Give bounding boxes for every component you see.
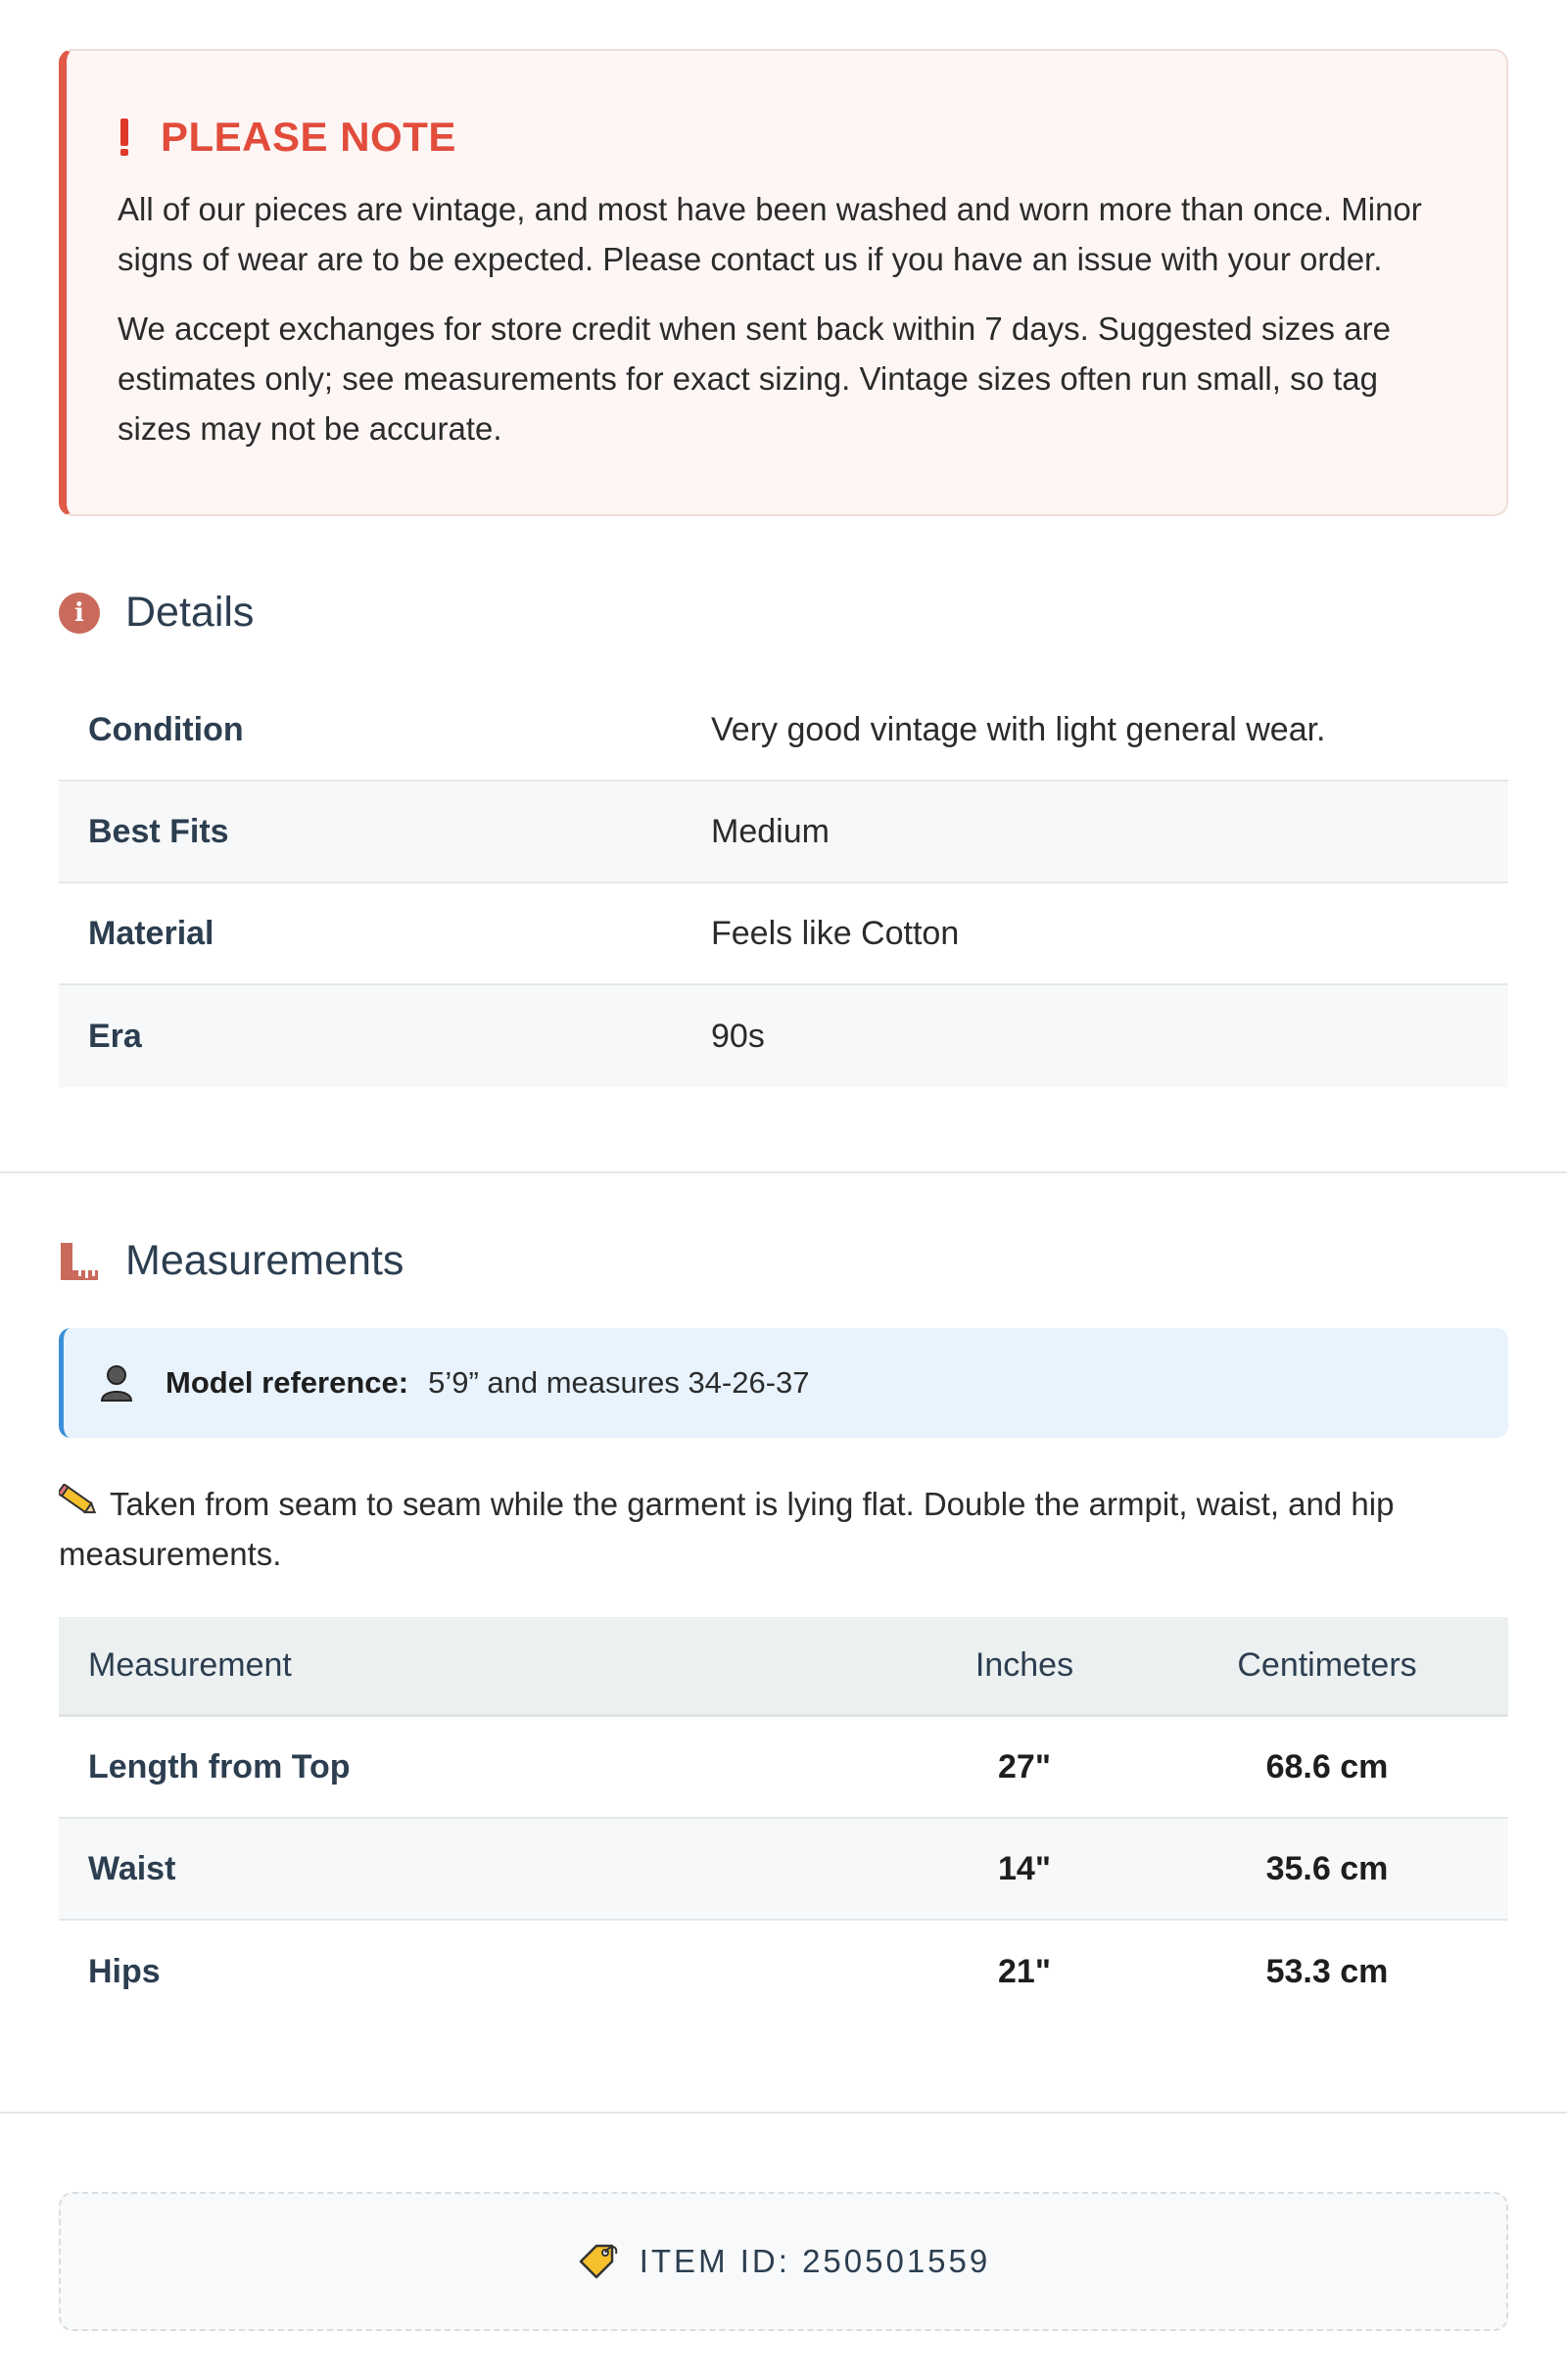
measurement-name: Hips [88,1952,161,1990]
details-header [59,589,254,637]
measurement-inches: 14" [998,1849,1051,1887]
details-value: Feels like Cotton [711,914,960,952]
details-table [59,680,1508,1087]
details-row-era [59,985,1508,1087]
details-value: 90s [711,1017,765,1055]
table-row [59,1717,1508,1819]
measurement-cm: 53.3 cm [1265,1952,1389,1990]
note-paragraph-1: All of our pieces are vintage, and most have been washed and worn more than once. Minor signs of wear are to be expected. Please contact us if you have an issue with your order. [118,191,1422,277]
exclamation-icon [118,119,131,156]
measurement-cm: 35.6 cm [1265,1849,1389,1887]
info-icon: i [59,593,100,634]
details-label: Era [88,1017,142,1055]
note-header [118,110,1457,165]
section-divider [0,1171,1567,1173]
column-header-measurement: Measurement [88,1646,292,1684]
details-title: Details [125,589,255,636]
details-value: Very good vintage with light general wear. [711,710,1326,748]
measurement-note-text: Taken from seam to seam while the garment is lying flat. Double the armpit, waist, and hip measurements. [59,1486,1395,1572]
details-label: Best Fits [88,812,229,850]
section-divider [0,2112,1567,2114]
person-icon [99,1363,134,1403]
table-header-row [59,1617,1508,1717]
item-id-box [59,2192,1508,2331]
details-row-best-fits [59,782,1508,883]
details-row-condition [59,680,1508,782]
measurement-inches: 27" [998,1747,1051,1785]
item-id: ITEM ID: 250501559 [639,2243,991,2279]
model-reference-label: Model reference: [166,1365,409,1400]
measurements-title: Measurements [125,1237,404,1284]
ruler-icon [59,1241,100,1282]
details-label: Condition [88,710,244,748]
details-label: Material [88,914,214,952]
measurement-inches: 21" [998,1952,1051,1990]
pencil-icon [59,1484,98,1519]
column-header-centimeters: Centimeters [1237,1646,1417,1684]
measurements-header [59,1237,404,1285]
table-row [59,1921,1508,2023]
please-note-box [59,49,1508,516]
note-title: PLEASE NOTE [161,114,456,160]
tag-icon [577,2240,620,2283]
measurement-cm: 68.6 cm [1265,1747,1389,1785]
measurement-name: Waist [88,1849,176,1887]
note-paragraph-2: We accept exchanges for store credit when sent back within 7 days. Suggested sizes are estimates only; see measurements for exact sizing. Vintage sizes often run small, so tag sizes may not be accurate. [118,310,1391,447]
measurements-table [59,1617,1508,2023]
model-reference-value: 5’9” and measures 34-26-37 [428,1365,810,1400]
details-value: Medium [711,812,830,850]
measurement-name: Length from Top [88,1747,351,1785]
measurement-note [59,1479,1508,1579]
table-row [59,1819,1508,1921]
column-header-inches: Inches [974,1646,1074,1684]
model-reference-box [59,1328,1508,1438]
details-row-material [59,883,1508,985]
